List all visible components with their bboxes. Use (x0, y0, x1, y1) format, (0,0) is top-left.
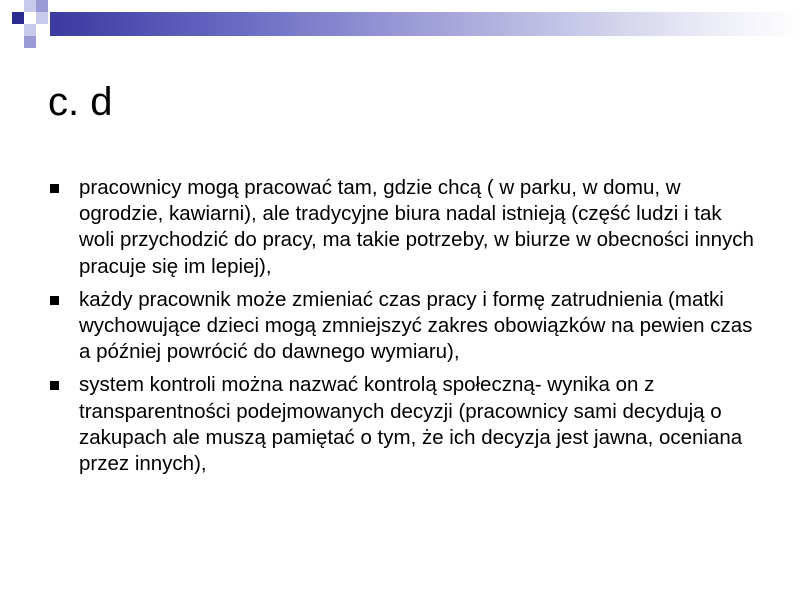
decorative-square (24, 24, 36, 36)
decorative-square (36, 12, 48, 24)
slide-title: c. d (48, 80, 113, 124)
bullet-text: pracownicy mogą pracować tam, gdzie chcą ( w parku, w domu, w ogrodzie, kawiarni), ale tradycyjne biura nadal istnieją (część ludzi i tak woli przychodzić do pracy, ma takie potrzeby, w biurze w obecności innych pracuje się im lepiej), (79, 176, 754, 278)
decorative-square (12, 12, 24, 24)
bullet-text: każdy pracownik może zmieniać czas pracy i formę zatrudnienia (matki wychowujące dzieci mogą zmniejszyć zakres obowiązków na pewien czas a później powrócić do dawnego wymiaru), (79, 287, 753, 364)
decorative-square (36, 0, 48, 12)
bullet-item (0, 372, 800, 477)
square-bullet-icon (50, 381, 59, 390)
bullet-item (0, 175, 800, 280)
decorative-header-banner (0, 0, 800, 50)
bullet-item (0, 287, 800, 366)
decorative-gradient-bar (50, 12, 800, 36)
decorative-square (24, 36, 36, 48)
bullet-list (0, 175, 800, 484)
square-bullet-icon (50, 184, 59, 193)
bullet-text: system kontroli można nazwać kontrolą społeczną- wynika on z transparentności podejmowanych decyzji (pracownicy sami decydują o zakupach ale muszą pamiętać o tym, że ich decyzja jest jawna, oceniana przez innych), (79, 373, 743, 476)
square-bullet-icon (50, 296, 59, 305)
decorative-square (24, 0, 36, 12)
